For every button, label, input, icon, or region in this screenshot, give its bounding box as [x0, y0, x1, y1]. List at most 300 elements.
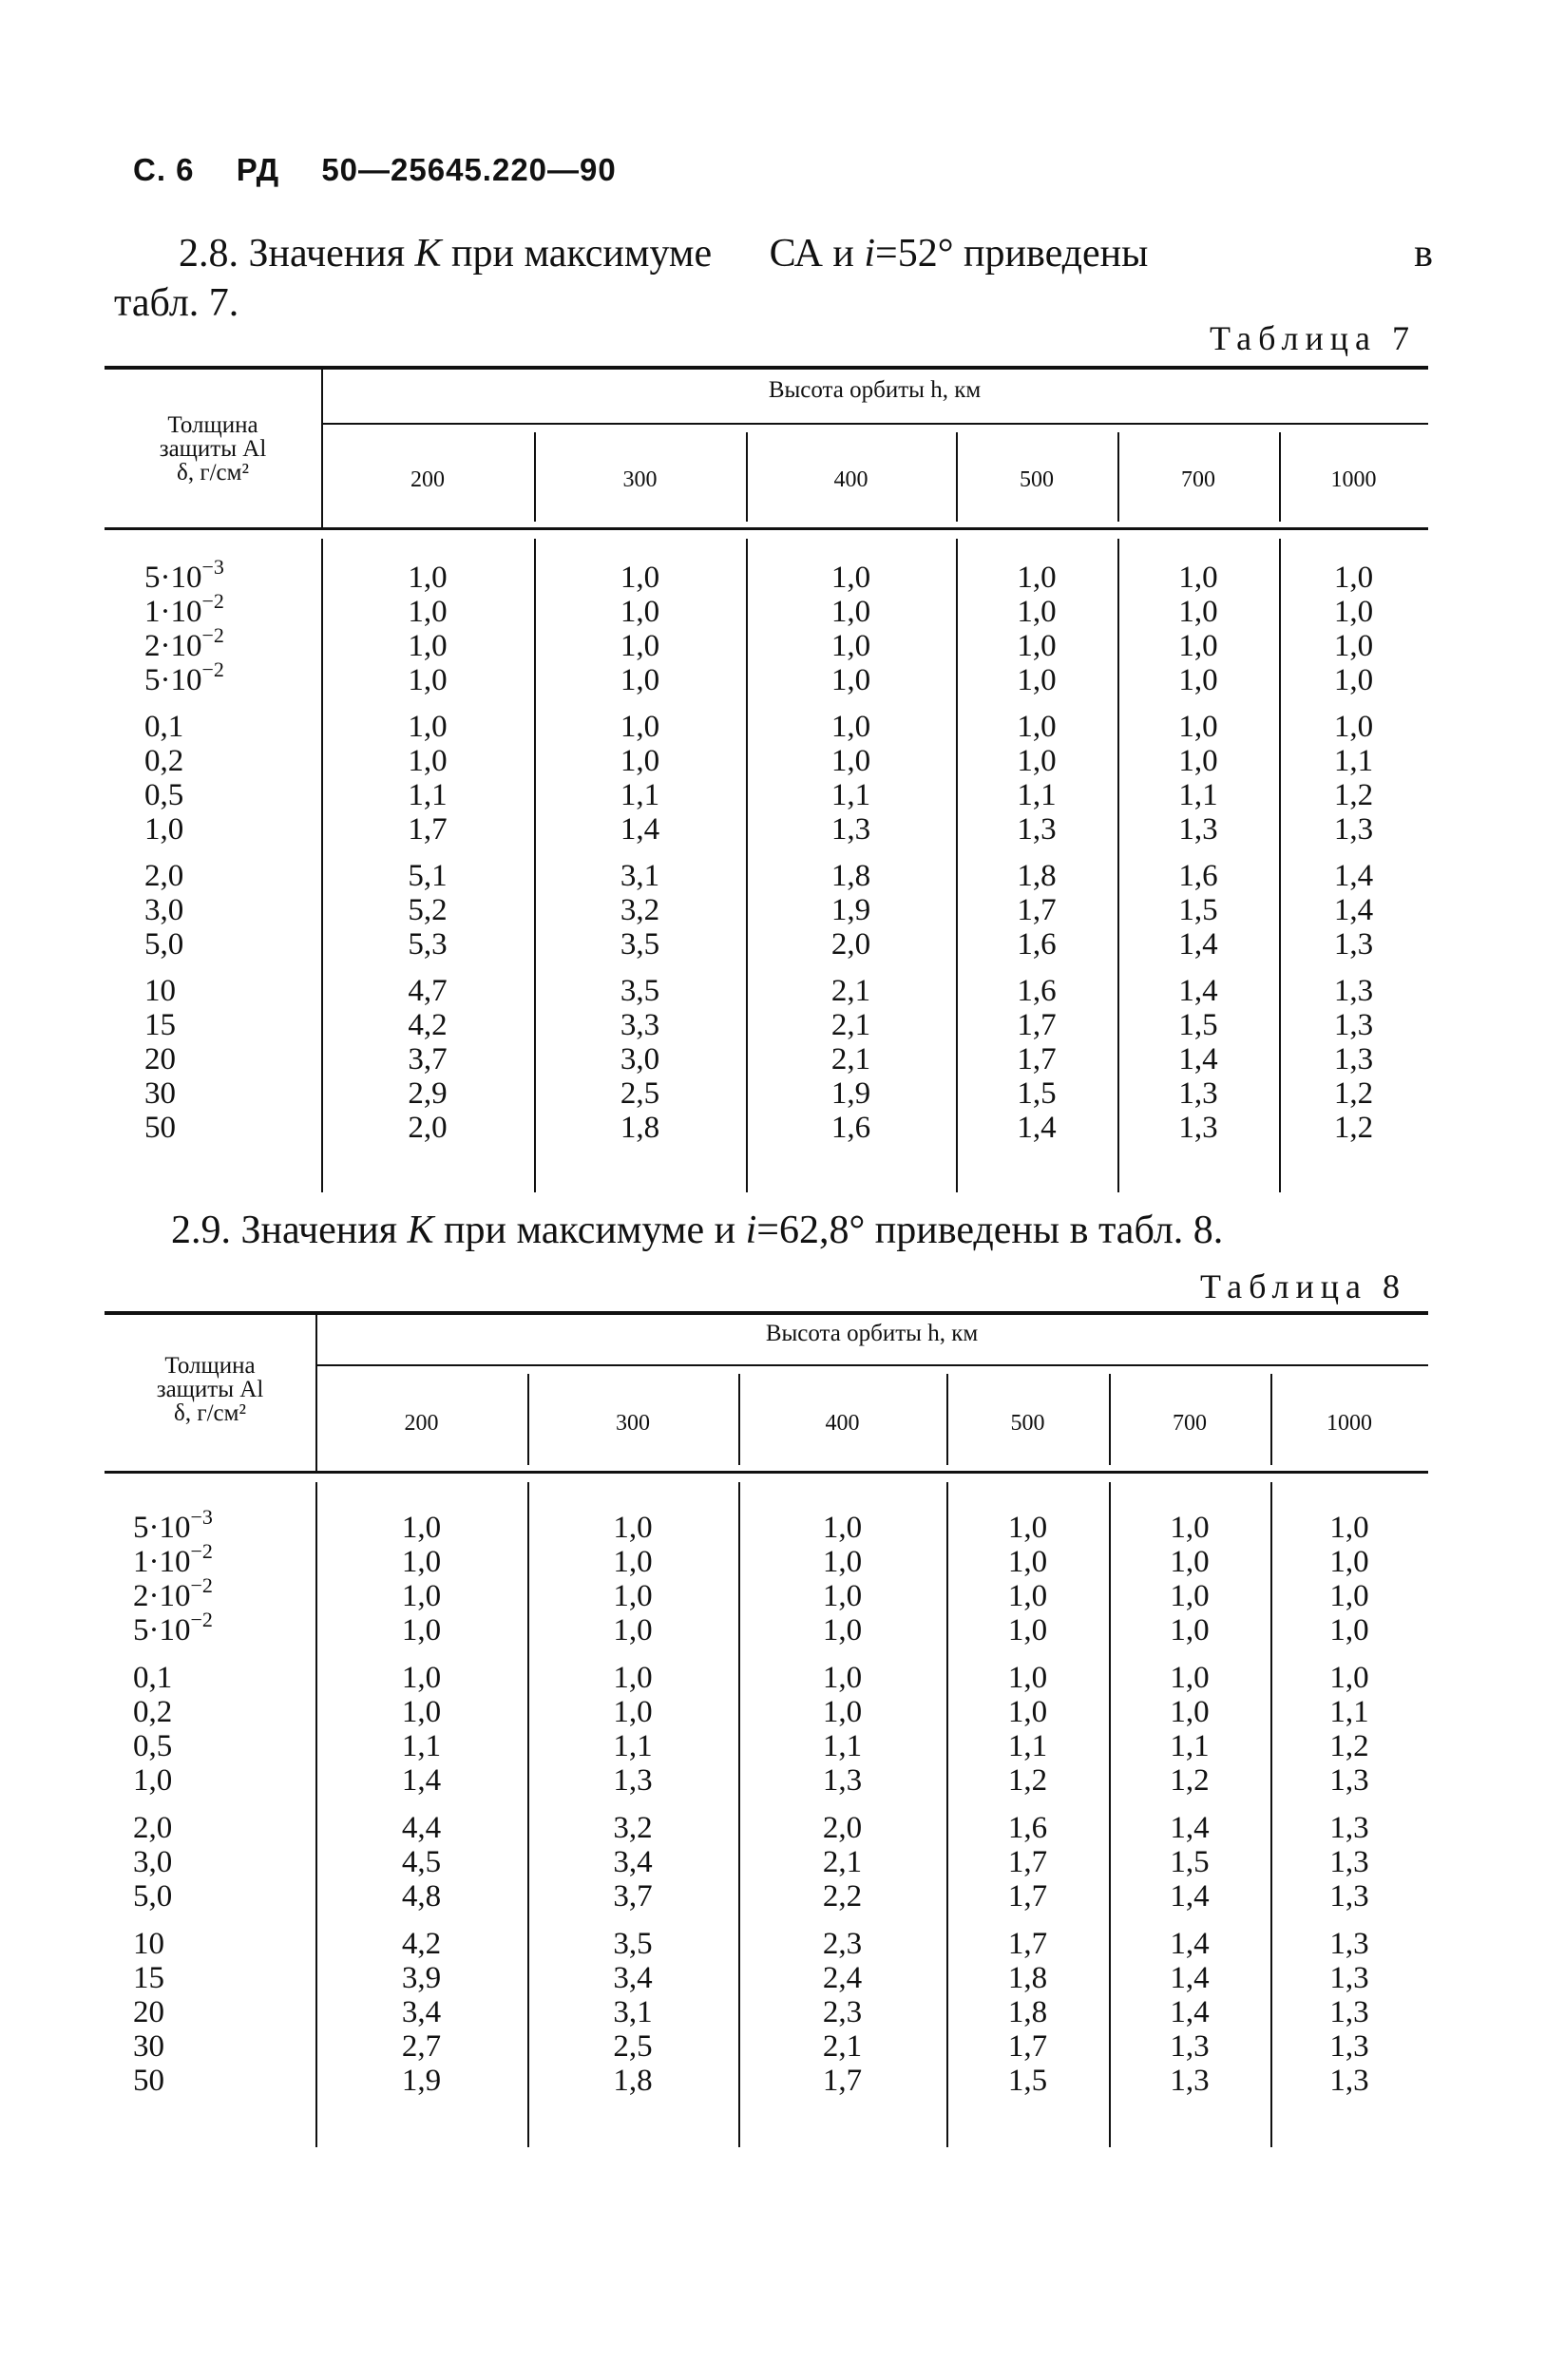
table8-row-stub-exponent: −2	[190, 1608, 213, 1631]
table8-row-stub-exponent: −3	[190, 1505, 213, 1529]
para-2-8-ca: СА и	[769, 232, 854, 276]
table8-cell: 3,7	[613, 1879, 653, 1914]
table8-cell: 1,0	[613, 1545, 653, 1579]
table8-row-stub	[133, 1879, 172, 1914]
table7-column-header: 500	[1020, 467, 1054, 492]
table7-row-stub-text: 1·10	[144, 595, 202, 629]
table7-cell: 2,0	[408, 1111, 448, 1145]
table7-cell: 1,0	[1178, 629, 1218, 663]
table7-row-stub	[144, 1111, 176, 1145]
table7-cell: 1,0	[1333, 595, 1374, 629]
para-2-8-angle: =52° приведены	[875, 232, 1149, 276]
i-symbol: i	[864, 232, 876, 276]
table8-cell: 1,3	[1329, 1961, 1369, 1995]
para-2-8-v: в	[1414, 232, 1433, 276]
table8-row-stub	[133, 1845, 172, 1879]
table8-row-stub	[133, 1763, 172, 1798]
table7-cell: 1,7	[1017, 1008, 1057, 1042]
table7-cell: 5,2	[408, 893, 448, 927]
table7-cell: 1,2	[1333, 778, 1374, 812]
table7-stub-header-line: защиты Al	[159, 436, 267, 462]
table7-cell: 1,6	[1017, 927, 1057, 962]
table8-cell: 1,0	[1170, 1511, 1210, 1545]
table8-row-stub	[133, 1661, 172, 1695]
table7-header-subrule	[321, 423, 1428, 425]
para-2-8-text: при максимуме	[451, 232, 713, 276]
table7-cell: 1,3	[1333, 812, 1374, 847]
table7-cell: 1,8	[1017, 859, 1057, 893]
table8-row-stub-text: 30	[133, 2029, 164, 2064]
table7-cell: 3,3	[620, 1008, 660, 1042]
table8-cell: 1,0	[822, 1511, 863, 1545]
table7-cell: 1,2	[1333, 1076, 1374, 1111]
table8-cell: 1,4	[1170, 1879, 1210, 1914]
table7-cell: 1,9	[830, 893, 871, 927]
table7-cell: 1,0	[1178, 710, 1218, 744]
table8-cell: 1,0	[1007, 1545, 1048, 1579]
table8-cell: 1,0	[1329, 1661, 1369, 1695]
table8-cell: 1,0	[613, 1661, 653, 1695]
table8-cell: 3,1	[613, 1995, 653, 2029]
table7-cell: 3,2	[620, 893, 660, 927]
table7-cell: 1,0	[830, 744, 871, 778]
table7-cell: 1,3	[1017, 812, 1057, 847]
table8-cell: 1,0	[822, 1613, 863, 1647]
table8-cell: 1,1	[1329, 1695, 1369, 1729]
table7-row-stub-text: 0,1	[144, 710, 184, 744]
table8-cell: 1,3	[1329, 1811, 1369, 1845]
table8-cell: 1,3	[1170, 2064, 1210, 2098]
table8-cell: 1,0	[822, 1661, 863, 1695]
table7-row-stub	[144, 1042, 176, 1076]
table8-cell: 2,3	[822, 1995, 863, 2029]
table8-row-stub-text: 50	[133, 2064, 164, 2098]
table7-cell: 1,0	[1017, 710, 1057, 744]
table7-cell: 3,7	[408, 1042, 448, 1076]
table8-cell: 1,0	[613, 1695, 653, 1729]
para-2-8-lead: 2.8. Значения	[179, 232, 406, 276]
table7-cell: 1,0	[1333, 561, 1374, 595]
table7-row-stub-text: 0,2	[144, 744, 184, 778]
table8-row-stub-text: 0,1	[133, 1661, 173, 1695]
table7-cell: 1,3	[1333, 927, 1374, 962]
table7-cell: 2,9	[408, 1076, 448, 1111]
table7-row-stub-text: 2,0	[144, 859, 184, 893]
table8-header-bottom-rule	[105, 1471, 1428, 1474]
table7-row-stub-text: 3,0	[144, 893, 184, 927]
table7-cell: 1,0	[620, 663, 660, 697]
table7-cell: 1,4	[620, 812, 660, 847]
table7-cell: 1,5	[1178, 1008, 1218, 1042]
table8-cell: 1,9	[401, 2064, 442, 2098]
table8-column-header: 700	[1173, 1411, 1207, 1436]
table7-cell: 1,2	[1333, 1111, 1374, 1145]
table7-cell: 1,3	[1178, 1076, 1218, 1111]
table7-cell: 1,3	[1333, 1042, 1374, 1076]
table8-row-stub-text: 0,2	[133, 1695, 173, 1729]
table8-cell: 2,4	[822, 1961, 863, 1995]
table8-cell: 1,1	[1170, 1729, 1210, 1763]
table8-cell: 1,3	[822, 1763, 863, 1798]
table7-cell: 1,0	[620, 561, 660, 595]
table8-cell: 1,0	[1007, 1661, 1048, 1695]
table8-cell: 1,4	[1170, 1811, 1210, 1845]
table8-cell: 2,5	[613, 2029, 653, 2064]
table7-cell: 1,0	[830, 561, 871, 595]
table7-cell: 1,8	[830, 859, 871, 893]
table8-header-subrule	[315, 1364, 1428, 1366]
table8-row-stub-text: 1·10	[133, 1545, 191, 1579]
table8-cell: 3,4	[401, 1995, 442, 2029]
table8-cell: 1,2	[1170, 1763, 1210, 1798]
table7-cell: 1,0	[408, 710, 448, 744]
table8-cell: 1,0	[1007, 1613, 1048, 1647]
table8-cell: 2,3	[822, 1927, 863, 1961]
table7-cell: 2,1	[830, 1042, 871, 1076]
table7-row-stub-text: 30	[144, 1076, 176, 1111]
table8-cell: 4,8	[401, 1879, 442, 1914]
table8-cell: 4,2	[401, 1927, 442, 1961]
table8-cell: 2,1	[822, 2029, 863, 2064]
table7-cell: 1,3	[1333, 1008, 1374, 1042]
table8-cell: 1,0	[401, 1695, 442, 1729]
table7-row-stub-text: 2·10	[144, 629, 202, 663]
table7-cell: 1,6	[1017, 974, 1057, 1008]
table8-row-stub-text: 5·10	[133, 1511, 191, 1545]
table7-column-header: 200	[410, 467, 445, 492]
table8-cell: 1,0	[1329, 1579, 1369, 1613]
table8-cell: 1,1	[613, 1729, 653, 1763]
table8-cell: 1,0	[401, 1545, 442, 1579]
table8-cell: 2,2	[822, 1879, 863, 1914]
table8-cell: 4,5	[401, 1845, 442, 1879]
table8-row-stub-text: 2,0	[133, 1811, 173, 1845]
table7-cell: 1,0	[830, 663, 871, 697]
para-2-9-mid: при максимуме и	[444, 1209, 736, 1252]
table8-cell: 1,3	[1329, 1927, 1369, 1961]
table7-cell: 1,9	[830, 1076, 871, 1111]
table8-cell: 1,8	[613, 2064, 653, 2098]
table7-column-header: 700	[1181, 467, 1215, 492]
table7-cell: 1,4	[1178, 1042, 1218, 1076]
table8-row-stub-text: 1,0	[133, 1763, 173, 1798]
table7-row-stub-text: 0,5	[144, 778, 184, 812]
table8-cell: 1,3	[1329, 1879, 1369, 1914]
table7-cell: 4,2	[408, 1008, 448, 1042]
table7-cell: 1,8	[620, 1111, 660, 1145]
table8-cell: 1,7	[1007, 2029, 1048, 2064]
table8-label: Таблица 8	[1200, 1267, 1406, 1305]
paragraph-2-8	[179, 230, 1433, 277]
table8-row-stub	[133, 1961, 164, 1995]
table7-cell: 2,1	[830, 1008, 871, 1042]
table7-cell: 1,4	[1178, 927, 1218, 962]
table8-cell: 3,4	[613, 1845, 653, 1879]
table7-cell: 1,0	[408, 561, 448, 595]
table7-cell: 1,0	[1017, 663, 1057, 697]
table8-row-stub-exponent: −2	[190, 1539, 213, 1563]
table7-column-header: 300	[622, 467, 658, 492]
table7-cell: 1,0	[1178, 561, 1218, 595]
table8-cell: 4,4	[401, 1811, 442, 1845]
table8-cell: 2,1	[822, 1845, 863, 1879]
table8-cell: 1,0	[1170, 1661, 1210, 1695]
table8-cell: 1,3	[1329, 1763, 1369, 1798]
table8-row-stub-text: 5,0	[133, 1879, 173, 1914]
table7-cell: 1,0	[1017, 744, 1057, 778]
table8-stub-header-line: защиты Al	[156, 1377, 264, 1402]
table8-stub-header-line: δ, г/см²	[174, 1400, 246, 1426]
table7-label: Таблица 7	[1210, 319, 1416, 357]
table8-cell: 1,7	[1007, 1879, 1048, 1914]
table7-cell: 1,0	[408, 629, 448, 663]
table8-column-header: 1000	[1327, 1411, 1372, 1436]
table8-column-header: 400	[825, 1411, 860, 1436]
table7-cell: 1,1	[830, 778, 871, 812]
table7-cell: 1,0	[1178, 595, 1218, 629]
table7-row-stub-exponent: −2	[201, 657, 224, 681]
table7-cell: 1,3	[1333, 974, 1374, 1008]
table7-cell: 1,1	[1333, 744, 1374, 778]
table7-cell: 3,0	[620, 1042, 660, 1076]
table7-row-stub-text: 5,0	[144, 927, 184, 962]
table7-row-stub-text: 20	[144, 1042, 176, 1076]
table7-row-stub-exponent: −2	[201, 623, 224, 647]
table7-cell: 3,5	[620, 974, 660, 1008]
table8-cell: 1,5	[1170, 1845, 1210, 1879]
table8-cell: 1,0	[613, 1613, 653, 1647]
table7-cell: 1,5	[1017, 1076, 1057, 1111]
table8-row-stub	[133, 1927, 164, 1961]
table7-row-stub-text: 5·10	[144, 561, 202, 595]
table7-cell: 1,0	[1017, 595, 1057, 629]
table8-row-stub-text: 10	[133, 1927, 164, 1961]
table8-cell: 1,8	[1007, 1961, 1048, 1995]
page-header	[133, 152, 649, 188]
doc-type: РД	[236, 152, 280, 187]
table7-row-stub-text: 50	[144, 1111, 176, 1145]
table7-cell: 3,1	[620, 859, 660, 893]
table7-cell: 2,0	[830, 927, 871, 962]
table7-cell: 1,0	[1333, 663, 1374, 697]
table8-row-stub	[133, 1608, 213, 1647]
table7-row-stub	[144, 893, 183, 927]
table8-row-stub	[133, 1729, 172, 1763]
table8-row-stub	[133, 1695, 172, 1729]
paragraph-2-9	[171, 1207, 1435, 1254]
table8-cell: 1,6	[1007, 1811, 1048, 1845]
table7-column-header: 400	[833, 467, 868, 492]
table8-cell: 1,4	[1170, 1995, 1210, 2029]
table7-cell: 1,4	[1333, 893, 1374, 927]
table8-stub-header-line: Толщина	[164, 1353, 256, 1379]
table8-cell: 1,3	[1329, 1995, 1369, 2029]
table7-row-stub	[144, 744, 183, 778]
table7-row-stub-text: 10	[144, 974, 176, 1008]
table8-cell: 1,0	[1170, 1545, 1210, 1579]
table7-cell: 3,5	[620, 927, 660, 962]
table8-cell: 1,8	[1007, 1995, 1048, 2029]
table7-cell: 1,0	[1178, 744, 1218, 778]
table8-top-rule	[105, 1311, 1428, 1315]
table7-stub-header	[105, 413, 321, 485]
table8-cell: 1,1	[1007, 1729, 1048, 1763]
table7-cell: 1,4	[1178, 974, 1218, 1008]
table7-cell: 1,0	[1333, 710, 1374, 744]
table8-cell: 1,0	[1007, 1695, 1048, 1729]
table8-row-stub-text: 2·10	[133, 1579, 191, 1613]
table7-cell: 4,7	[408, 974, 448, 1008]
table8-row-stub-text: 5·10	[133, 1613, 191, 1647]
table8-row-stub-text: 0,5	[133, 1729, 173, 1763]
table8-cell: 3,5	[613, 1927, 653, 1961]
table7-cell: 1,0	[830, 595, 871, 629]
table8-cell: 2,0	[822, 1811, 863, 1845]
table-8	[105, 1311, 1428, 2166]
k-symbol: K	[414, 232, 442, 276]
table8-cell: 1,0	[1007, 1579, 1048, 1613]
table7-row-stub	[144, 927, 183, 962]
table7-cell: 1,0	[1333, 629, 1374, 663]
table7-cell: 1,0	[408, 744, 448, 778]
table8-cell: 1,0	[613, 1579, 653, 1613]
table8-column-header: 200	[404, 1411, 439, 1436]
table8-cell: 1,1	[401, 1729, 442, 1763]
table7-cell: 1,7	[1017, 1042, 1057, 1076]
table7-cell: 5,3	[408, 927, 448, 962]
table7-group-header: Высота орбиты h, км	[768, 377, 982, 403]
table8-cell: 1,0	[1329, 1545, 1369, 1579]
table8-cell: 1,7	[822, 2064, 863, 2098]
table-7	[105, 366, 1428, 1202]
table8-cell: 1,7	[1007, 1845, 1048, 1879]
table8-cell: 1,5	[1007, 2064, 1048, 2098]
table8-cell: 1,0	[613, 1511, 653, 1545]
table7-cell: 1,3	[1178, 812, 1218, 847]
table7-cell: 1,0	[408, 595, 448, 629]
table7-cell: 1,0	[620, 595, 660, 629]
table7-row-stub	[144, 710, 183, 744]
table7-row-stub-exponent: −3	[201, 555, 224, 579]
table8-group-header: Высота орбиты h, км	[765, 1321, 979, 1346]
table7-row-stub	[144, 657, 224, 697]
table8-cell: 1,3	[1170, 2029, 1210, 2064]
table8-cell: 1,0	[1329, 1511, 1369, 1545]
table8-cell: 1,0	[822, 1695, 863, 1729]
table8-stub-header	[105, 1354, 315, 1425]
table8-cell: 1,0	[822, 1545, 863, 1579]
table7-cell: 1,1	[1017, 778, 1057, 812]
i-symbol-2: i	[745, 1209, 757, 1252]
table8-cell: 1,2	[1329, 1729, 1369, 1763]
table8-cell: 1,0	[1007, 1511, 1048, 1545]
para-2-9-end: =62,8° приведены в табл. 8.	[756, 1209, 1224, 1252]
table7-row-stub	[144, 1008, 176, 1042]
table7-cell: 1,0	[620, 744, 660, 778]
table8-cell: 3,4	[613, 1961, 653, 1995]
table7-row-stub	[144, 812, 183, 847]
table7-row-stub	[144, 974, 176, 1008]
table8-cell: 1,0	[1170, 1695, 1210, 1729]
table7-cell: 1,6	[1178, 859, 1218, 893]
table8-column-header: 300	[616, 1411, 650, 1436]
table8-cell: 1,0	[1170, 1579, 1210, 1613]
page-number: С. 6	[133, 152, 195, 187]
table8-cell: 2,7	[401, 2029, 442, 2064]
table8-row-stub	[133, 1995, 164, 2029]
table8-cell: 1,3	[613, 1763, 653, 1798]
table8-column-header: 500	[1010, 1411, 1045, 1436]
table8-row-stub	[133, 2064, 164, 2098]
table8-cell: 1,3	[1329, 2064, 1369, 2098]
table8-cell: 1,3	[1329, 1845, 1369, 1879]
table8-cell: 1,0	[1170, 1613, 1210, 1647]
table8-cell: 1,1	[822, 1729, 863, 1763]
table8-cell: 1,0	[401, 1613, 442, 1647]
table7-cell: 1,1	[408, 778, 448, 812]
table8-cell: 3,9	[401, 1961, 442, 1995]
table8-row-stub	[133, 1811, 172, 1845]
table7-stub-divider	[321, 370, 323, 527]
table7-cell: 1,0	[1017, 561, 1057, 595]
table8-row-stub	[133, 2029, 164, 2064]
table8-cell: 1,0	[1329, 1613, 1369, 1647]
table7-cell: 1,6	[830, 1111, 871, 1145]
table8-cell: 1,2	[1007, 1763, 1048, 1798]
table7-row-stub	[144, 1076, 176, 1111]
table7-cell: 1,3	[830, 812, 871, 847]
table7-cell: 2,1	[830, 974, 871, 1008]
table7-cell: 1,0	[830, 710, 871, 744]
table8-row-stub-text: 15	[133, 1961, 164, 1995]
paragraph-2-8-line2: табл. 7.	[114, 281, 239, 325]
table8-cell: 1,0	[401, 1579, 442, 1613]
table7-cell: 1,0	[620, 710, 660, 744]
table7-row-stub-text: 5·10	[144, 663, 202, 697]
table7-column-header: 1000	[1330, 467, 1377, 492]
para-2-9-lead: 2.9. Значения	[171, 1209, 398, 1252]
table7-cell: 1,1	[620, 778, 660, 812]
table8-cell: 1,0	[822, 1579, 863, 1613]
table8-cell: 1,4	[401, 1763, 442, 1798]
table7-cell: 1,5	[1178, 893, 1218, 927]
table7-row-stub-exponent: −2	[201, 589, 224, 613]
table8-row-stub-exponent: −2	[190, 1573, 213, 1597]
table7-top-rule	[105, 366, 1428, 370]
k-symbol-2: K	[407, 1209, 434, 1252]
table7-cell: 1,4	[1333, 859, 1374, 893]
table7-cell: 1,7	[1017, 893, 1057, 927]
table8-cell: 1,4	[1170, 1961, 1210, 1995]
table7-cell: 1,0	[830, 629, 871, 663]
table7-cell: 1,0	[1178, 663, 1218, 697]
table7-cell: 1,1	[1178, 778, 1218, 812]
table8-row-stub-text: 3,0	[133, 1845, 173, 1879]
table7-header-bottom-rule	[105, 527, 1428, 530]
table8-cell: 3,2	[613, 1811, 653, 1845]
table8-cell: 1,3	[1329, 2029, 1369, 2064]
table8-stub-divider	[315, 1315, 317, 1471]
table7-row-stub	[144, 778, 183, 812]
table8-row-stub-text: 20	[133, 1995, 164, 2029]
table7-cell: 1,3	[1178, 1111, 1218, 1145]
table8-cell: 1,4	[1170, 1927, 1210, 1961]
table8-cell: 1,0	[401, 1661, 442, 1695]
table7-stub-header-line: δ, г/см²	[177, 460, 249, 486]
table7-cell: 1,0	[1017, 629, 1057, 663]
table7-cell: 1,0	[408, 663, 448, 697]
table7-row-stub-text: 1,0	[144, 812, 184, 847]
